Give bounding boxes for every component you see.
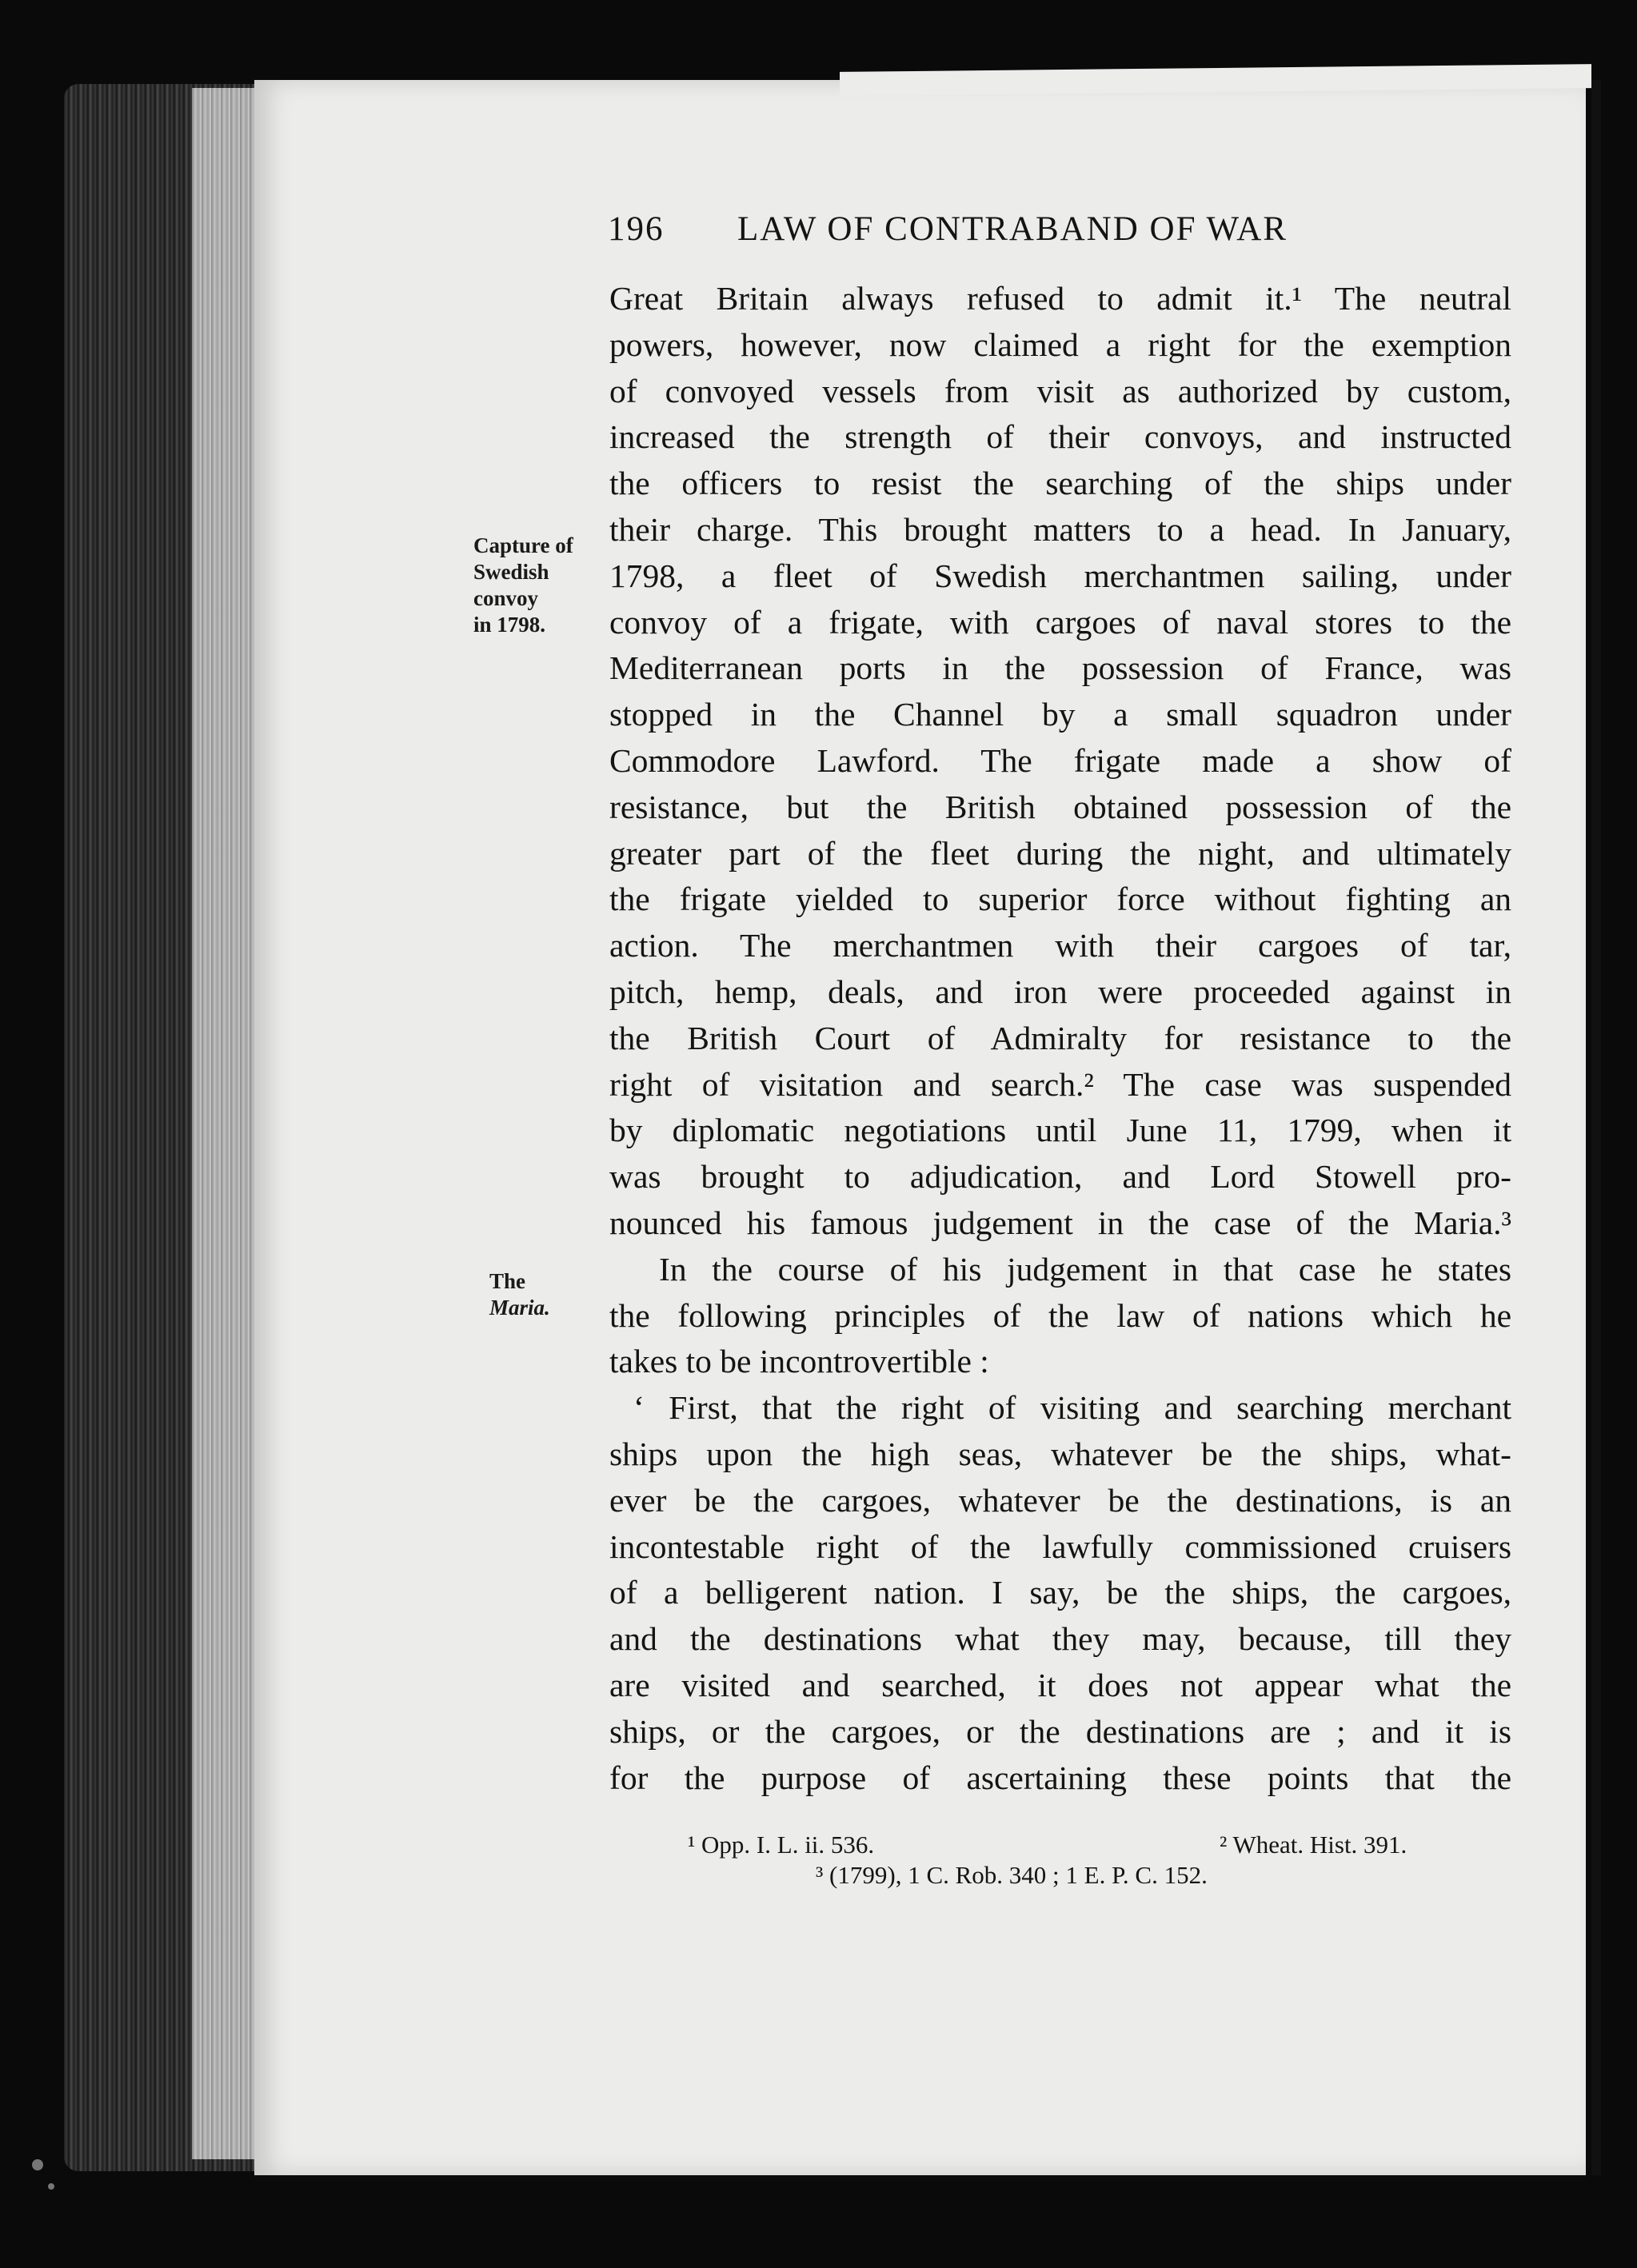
running-header xyxy=(608,210,1527,258)
scan-speck xyxy=(32,2159,43,2170)
text-line: Commodore Lawford. The frigate made a show of xyxy=(609,741,1511,779)
scan-speck xyxy=(48,2183,54,2190)
text-line: for the purpose of ascertaining these points that the xyxy=(609,1759,1511,1796)
page-right-border xyxy=(1591,80,1601,2175)
text-line: by diplomatic negotiations until June 11, 1799, when it xyxy=(609,1112,1511,1149)
sidenote-line: in 1798. xyxy=(473,613,546,637)
text-line: and the destinations what they may, because, till they xyxy=(609,1620,1511,1658)
text-line: of a belligerent nation. I say, be the ships, the cargoes, xyxy=(609,1574,1511,1611)
sidenote-the-maria xyxy=(489,1268,550,1321)
text-line: ever be the cargoes, whatever be the destinations, is an xyxy=(609,1481,1511,1519)
text-line: was brought to adjudication, and Lord Stowell pro- xyxy=(609,1158,1511,1196)
text-line: resistance, but the British obtained possession of the xyxy=(609,788,1511,825)
text-line: action. The merchantmen with their cargoes of tar, xyxy=(609,927,1511,964)
text-line: takes to be incontrovertible : xyxy=(609,1343,989,1380)
text-line: nounced his famous judgement in the case of the Maria.³ xyxy=(609,1204,1511,1241)
sidenote-line: The xyxy=(489,1269,526,1293)
text-line: Mediterranean ports in the possession of France, was xyxy=(609,649,1511,687)
text-line: powers, however, now claimed a right for the exemption xyxy=(609,325,1511,363)
text-line: their charge. This brought matters to a head. In January, xyxy=(609,510,1511,548)
text-line: increased the strength of their convoys, and instructed xyxy=(609,418,1511,456)
sidenote-line: Swedish xyxy=(473,560,549,584)
sidenote-line: Maria. xyxy=(489,1296,550,1320)
text-line: ‘ First, that the right of visiting and searching merchant xyxy=(633,1389,1511,1427)
text-line: convoy of a frigate, with cargoes of naval stores to the xyxy=(609,603,1511,641)
text-line: ships upon the high seas, whatever be the ships, what- xyxy=(609,1435,1511,1472)
text-line: greater part of the fleet during the night, and ultimately xyxy=(609,834,1511,872)
text-line: incontestable right of the lawfully commissioned cruisers xyxy=(609,1527,1511,1565)
body-text xyxy=(609,276,1511,1801)
page-number: 196 xyxy=(608,210,665,248)
text-line: the officers to resist the searching of the ships under xyxy=(609,465,1511,502)
sidenote-line: convoy xyxy=(473,586,538,610)
footnote-1: ¹ Opp. I. L. ii. 536. xyxy=(688,1831,875,1859)
text-line: of convoyed vessels from visit as authorized by custom, xyxy=(609,372,1511,409)
text-line: stopped in the Channel by a small squadron under xyxy=(609,696,1511,733)
sidenote-capture-swedish-convoy xyxy=(473,533,573,638)
text-line: are visited and searched, it does not appear what the xyxy=(609,1666,1511,1703)
footnote-2: ² Wheat. Hist. 391. xyxy=(1220,1831,1407,1859)
sidenote-line: Capture of xyxy=(473,533,573,557)
text-line: the frigate yielded to superior force without fighting an xyxy=(609,880,1511,918)
text-line: the British Court of Admiralty for resistance to the xyxy=(609,1019,1511,1056)
text-line: In the course of his judgement in that case he states xyxy=(659,1250,1511,1288)
text-line: pitch, hemp, deals, and iron were proceeded against in xyxy=(609,972,1511,1010)
text-line: 1798, a fleet of Swedish merchantmen sailing, under xyxy=(609,557,1511,594)
text-line: ships, or the cargoes, or the destinations are ; and it is xyxy=(609,1712,1511,1750)
running-title: LAW OF CONTRABAND OF WAR xyxy=(737,210,1288,248)
text-line: the following principles of the law of nations which he xyxy=(609,1296,1511,1334)
footnote-3: ³ (1799), 1 C. Rob. 340 ; 1 E. P. C. 152. xyxy=(816,1861,1208,1889)
text-line: Great Britain always refused to admit it.¹ The neutral xyxy=(609,280,1511,317)
text-line: right of visitation and search.² The case was suspended xyxy=(609,1065,1511,1103)
page-stack-edge xyxy=(192,88,264,2159)
